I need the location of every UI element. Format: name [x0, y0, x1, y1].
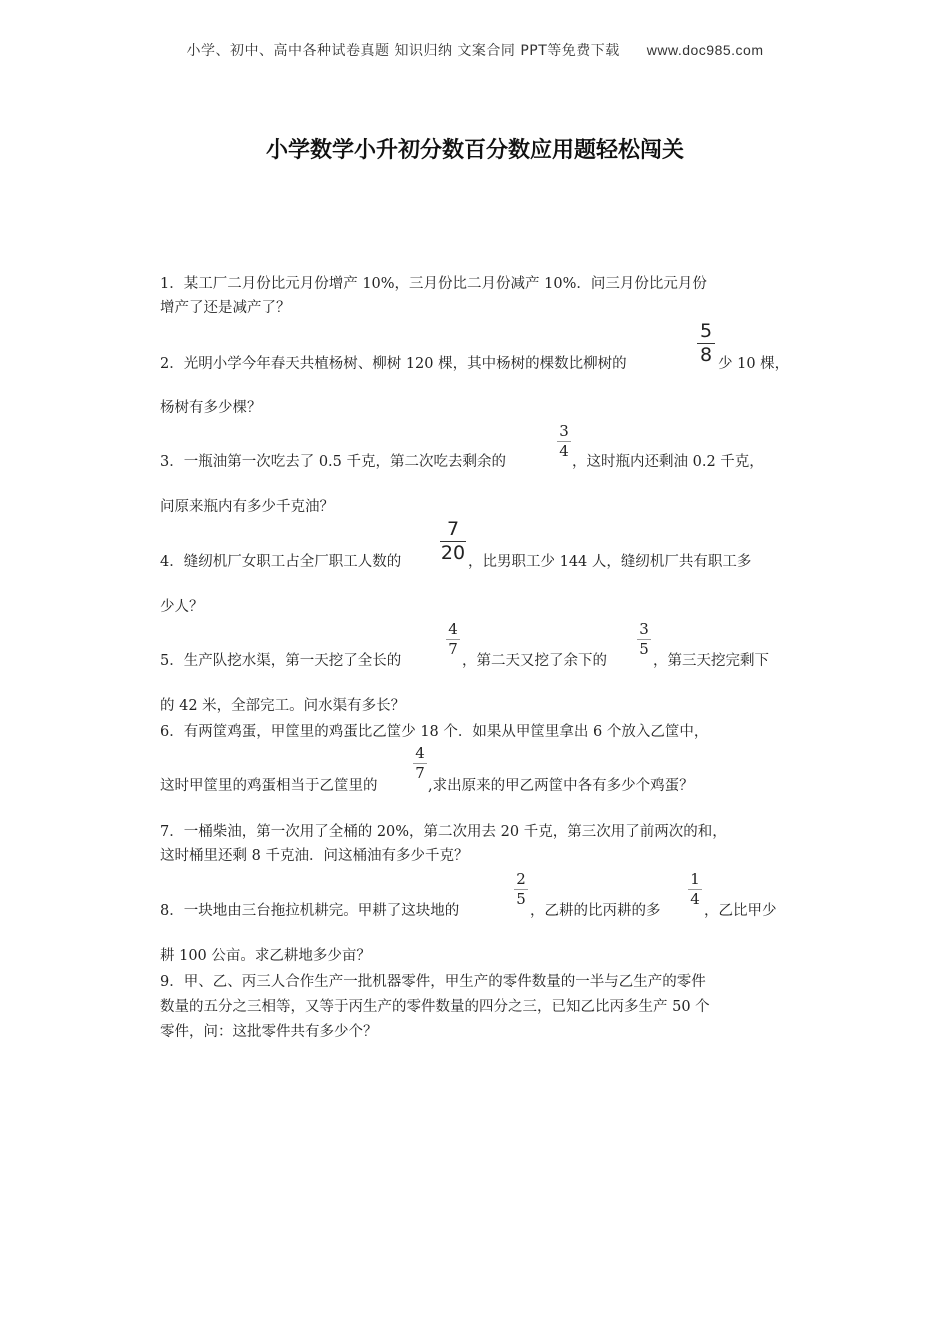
header-url[interactable]: www.doc985.com [646, 42, 764, 58]
q8-fraction-2 [688, 872, 702, 907]
q6-fraction [413, 746, 427, 781]
q8-line-2: 耕 100 公亩。求乙耕地多少亩？ [160, 948, 371, 964]
fraction-denominator: 7 [448, 640, 458, 658]
fraction-numerator: 1 [690, 870, 700, 888]
fraction-numerator: 4 [448, 620, 458, 638]
fraction-denominator: 4 [559, 442, 569, 460]
q9-line-3: 零件，问：这批零件共有多少个？ [160, 1024, 378, 1040]
fraction-denominator: 5 [516, 890, 526, 908]
q3-line-1-part-2: ，这时瓶内还剩油 0.2 千克， [572, 454, 764, 470]
q5-line-1-part-2: ，第二天又挖了余下的 [462, 653, 607, 669]
fraction-denominator: 20 [440, 542, 466, 564]
q8-line-1-part-2: ，乙耕的比丙耕的多 [530, 903, 661, 919]
q8-fraction-1 [514, 872, 528, 907]
q2-fraction [697, 322, 715, 365]
q5-line-2: 的 42 米，全部完工。问水渠有多长？ [160, 698, 406, 714]
q2-line-1-part-1: 2．光明小学今年春天共植杨树、柳树 120 棵，其中杨树的棵数比柳树的 [160, 356, 627, 372]
fraction-denominator: 8 [699, 344, 713, 366]
q9-line-2: 数量的五分之三相等，又等于丙生产的零件数量的四分之三，已知乙比丙多生产 50 个 [160, 999, 710, 1015]
fraction-denominator: 5 [639, 640, 649, 658]
q6-line-2-part-2: ,求出原来的甲乙两筐中各有多少个鸡蛋？ [428, 778, 694, 794]
q9-line-1: 9．甲、乙、丙三人合作生产一批机器零件，甲生产的零件数量的一半与乙生产的零件 [160, 974, 706, 990]
fraction-denominator: 7 [415, 764, 425, 782]
q2-line-2: 杨树有多少棵？ [160, 400, 262, 416]
q4-line-1-part-2: ，比男职工少 144 人，缝纫机厂共有职工多 [468, 554, 752, 570]
q7-line-1: 7．一桶柴油，第一次用了全桶的 20%，第二次用去 20 千克，第三次用了前两次的和， [160, 824, 727, 840]
fraction-numerator: 5 [699, 320, 713, 342]
q5-fraction-1 [446, 622, 460, 657]
fraction-numerator: 2 [516, 870, 526, 888]
q5-fraction-2 [637, 622, 651, 657]
q2-line-1-part-2: 少 10 棵， [718, 356, 790, 372]
q6-line-2-part-1: 这时甲筐里的鸡蛋相当于乙筐里的 [160, 778, 378, 794]
fraction-numerator: 3 [639, 620, 649, 638]
q4-line-1-part-1: 4．缝纫机厂女职工占全厂职工人数的 [160, 554, 402, 570]
fraction-numerator: 4 [415, 744, 425, 762]
page-header [0, 40, 950, 60]
q5-line-1-part-1: 5．生产队挖水渠，第一天挖了全长的 [160, 653, 402, 669]
q4-fraction [440, 520, 466, 563]
fraction-denominator: 4 [690, 890, 700, 908]
header-text: 小学、初中、高中各种试卷真题 知识归纳 文案合同 PPT等免费下载 [186, 43, 620, 59]
q1-line-2: 增产了还是减产了？ [160, 300, 291, 316]
fraction-numerator: 3 [559, 422, 569, 440]
page-title: 小学数学小升初分数百分数应用题轻松闯关 [265, 138, 684, 163]
q1-line-1: 1．某工厂二月份比元月份增产 10%，三月份比二月份减产 10%．问三月份比元月份 [160, 276, 707, 292]
q6-line-1: 6．有两筐鸡蛋，甲筐里的鸡蛋比乙筐少 18 个．如果从甲筐里拿出 6 个放入乙筐中， [160, 724, 709, 740]
q4-line-2: 少人？ [160, 599, 204, 615]
q8-line-1-part-3: ，乙比甲少 [704, 903, 777, 919]
q5-line-1-part-3: ，第三天挖完剩下 [653, 653, 769, 669]
q8-line-1-part-1: 8．一块地由三台拖拉机耕完。甲耕了这块地的 [160, 903, 460, 919]
q3-line-2: 问原来瓶内有多少千克油？ [160, 499, 334, 515]
q3-line-1-part-1: 3．一瓶油第一次吃去了 0.5 千克，第二次吃去剩余的 [160, 454, 507, 470]
q7-line-2: 这时桶里还剩 8 千克油．问这桶油有多少千克？ [160, 848, 469, 864]
fraction-numerator: 7 [446, 518, 460, 540]
q3-fraction [557, 424, 571, 459]
